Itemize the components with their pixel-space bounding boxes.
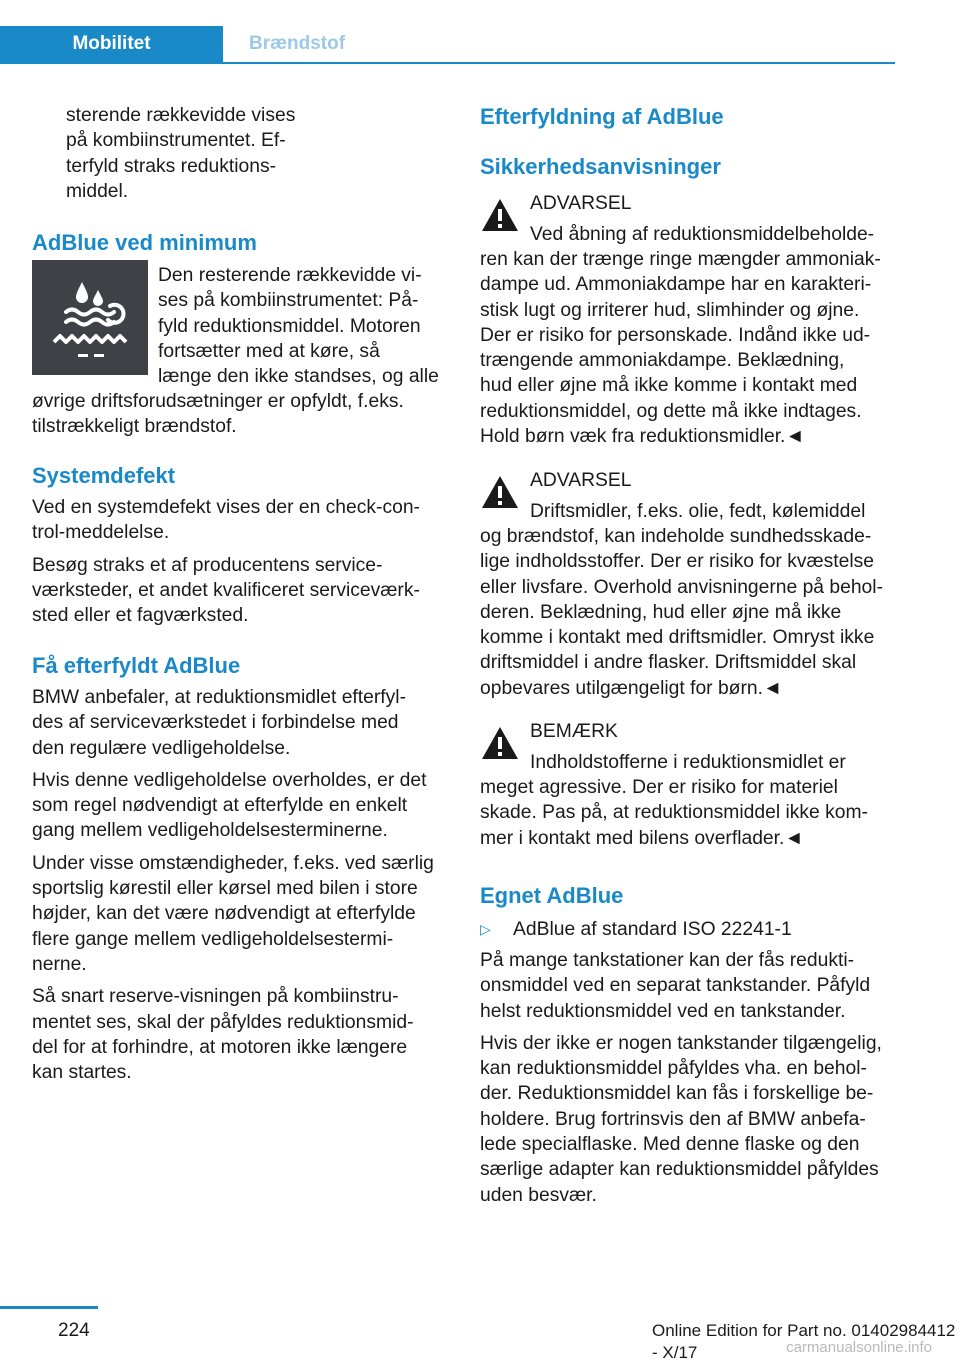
text-line: kan startes. xyxy=(32,1062,132,1084)
text-line: Besøg straks et af producentens service- xyxy=(32,554,383,576)
text-line: reduktionsmiddel, og dette må ikke indtages. xyxy=(480,400,862,422)
text-line: hud eller øjne må ikke komme i kontakt med xyxy=(480,375,858,397)
text-line: deren. Beklædning, hud eller øjne må ikke xyxy=(480,601,842,623)
warning1-first-lines xyxy=(530,222,900,247)
text-line: fyld reduktionsmiddel. Motoren xyxy=(158,315,421,337)
page-number: 224 xyxy=(58,1320,90,1341)
text-line: Ved en systemdefekt vises der en check-con- xyxy=(32,497,420,518)
text-line: flere gange mellem vedligeholdelsestermi- xyxy=(32,928,394,950)
text-line: Den resterende rækkevidde vi- xyxy=(158,265,422,286)
notice-triangle-icon xyxy=(480,725,520,761)
text-line: lige indholdsstoffer. Der er risiko for kvæstelse xyxy=(480,551,875,573)
text-line: trol-meddelelse. xyxy=(32,522,170,544)
text-line: driftsmiddel i andre flasker. Driftsmiddel skal xyxy=(480,652,857,674)
text-line: tilstrækkeligt brændstof. xyxy=(32,416,237,438)
text-line: Hvis der ikke er nogen tankstander tilgængelig, xyxy=(480,1032,882,1054)
text-line: opbevares utilgængeligt for børn.◄ xyxy=(480,677,783,699)
text-line: skade. Pas på, at reduktionsmiddel ikke kom- xyxy=(480,802,868,824)
warning2-text xyxy=(480,524,900,701)
heading-safety: Sikkerhedsanvisninger xyxy=(480,154,721,179)
adblue-minimum-text-cont xyxy=(32,389,452,440)
adblue-minimum-text xyxy=(158,263,453,389)
text-line: den regulære vedligeholdelse. xyxy=(32,737,291,759)
text-line: øvrige driftsforudsætninger er opfyldt, f.eks. xyxy=(32,391,404,412)
text-line: fortsætter med at køre, så xyxy=(158,340,380,362)
bullet-arrow-icon: ▷ xyxy=(480,921,491,937)
text-line: ren kan der trænge ringe mængder ammoniak- xyxy=(480,249,881,270)
text-line: meget agressive. Der er risiko for materiel xyxy=(480,777,838,798)
heading-suitable-adblue: Egnet AdBlue xyxy=(480,883,624,908)
text-line: mer i kontakt med bilens overflader.◄ xyxy=(480,827,804,849)
text-line: på kombiinstrumentet. Ef- xyxy=(66,130,286,152)
warning-triangle-icon xyxy=(480,474,520,510)
text-line: sportslig kørestil eller kørsel med bilen i store xyxy=(32,878,418,900)
warning2-title: ADVARSEL xyxy=(530,470,632,491)
tab-braendstof[interactable]: Brændstof xyxy=(248,33,346,54)
text-line: som regel nødvendigt at efterfylde en enkelt xyxy=(32,795,408,817)
notice-text xyxy=(480,775,900,851)
heading-refill-service: Få efterfyldt AdBlue xyxy=(32,653,241,678)
text-line: sterende rækkevidde vises xyxy=(66,105,296,126)
text-line: Under visse omstændigheder, f.eks. ved særlig xyxy=(32,852,434,874)
text-line: Hvis denne vedligeholdelse overholdes, er det xyxy=(32,769,427,791)
text-line: der. Reduktionsmiddel kan fås i forskellige be- xyxy=(480,1083,874,1105)
heading-refill-adblue: Efterfyldning af AdBlue xyxy=(480,104,724,129)
warning2-first-lines xyxy=(530,499,900,524)
text-line: onsmiddel ved en separat tankstander. Påfyld xyxy=(480,975,871,997)
watermark: carmanualsonline.info xyxy=(786,1339,932,1356)
text-line: længe den ikke standses, og alle xyxy=(158,366,439,388)
warning1-text xyxy=(480,247,900,449)
notice-first-lines xyxy=(530,750,900,775)
text-line: Der er risiko for personskade. Indånd ikke ud- xyxy=(480,324,871,346)
text-line: eller livsfare. Overhold anvisningerne på behol- xyxy=(480,576,883,598)
text-line: Så snart reserve-visningen på kombiinstru- xyxy=(32,986,399,1008)
text-line: mentet ses, skal der påfyldes reduktionsmid- xyxy=(32,1011,414,1033)
heading-system-fault: Systemdefekt xyxy=(32,463,176,488)
text-line: ses på kombiinstrumentet: På- xyxy=(158,290,419,312)
text-line: Indholdstofferne i reduktionsmidlet er xyxy=(530,752,846,773)
text-line: helst reduktionsmiddel ved en tankstander. xyxy=(480,1000,846,1022)
text-line: gang mellem vedligeholdelsesterminerne. xyxy=(32,820,388,842)
continued-paragraph xyxy=(66,103,326,204)
bullet-item xyxy=(480,917,900,942)
text-line: og brændstof, kan indeholde sundhedsskade- xyxy=(480,526,872,547)
text-line: Driftsmidler, f.eks. olie, fedt, kølemiddel xyxy=(530,501,866,522)
text-line: stisk lugt og irriterer hud, slimhinder og øjne. xyxy=(480,299,860,321)
text-line: Hold børn væk fra reduktionsmidler.◄ xyxy=(480,426,805,448)
refill-service-text xyxy=(32,685,457,1085)
adblue-indicator-icon xyxy=(32,260,148,375)
text-line: AdBlue af standard ISO 22241-1 xyxy=(513,919,792,940)
system-fault-text xyxy=(32,495,452,628)
text-line: nerne. xyxy=(32,953,87,975)
chapter-tabs xyxy=(0,26,895,64)
notice-title: BEMÆRK xyxy=(530,721,618,742)
text-line: uden besvær. xyxy=(480,1184,597,1206)
text-line: BMW anbefaler, at reduktionsmidlet efterfyl- xyxy=(32,687,406,708)
footer-rule xyxy=(0,1306,98,1309)
heading-adblue-minimum: AdBlue ved minimum xyxy=(32,230,257,255)
text-line: dampe ud. Ammoniakdampe har en karakteri- xyxy=(480,274,872,296)
edition-note: Online Edition for Part no. 01402984412 - X/17 xyxy=(652,1321,956,1362)
text-line: sted eller et fagværksted. xyxy=(32,605,249,627)
text-line: På mange tankstationer kan der fås redukti- xyxy=(480,950,855,971)
warning-triangle-icon xyxy=(480,197,520,233)
text-line: holdere. Brug fortrinsvis den af BMW anbefa- xyxy=(480,1108,866,1130)
text-line: komme i kontakt med driftsmidler. Omryst ikke xyxy=(480,627,875,649)
text-line: del for at forhindre, at motoren ikke længere xyxy=(32,1036,408,1058)
text-line: kan reduktionsmiddel påfyldes vha. en behol- xyxy=(480,1058,867,1080)
suitable-adblue-text xyxy=(480,948,900,1208)
text-line: højder, kan det være nødvendigt at efterfylde xyxy=(32,903,416,925)
text-line: des af serviceværkstedet i forbindelse med xyxy=(32,712,399,734)
warning1-title: ADVARSEL xyxy=(530,193,632,214)
text-line: middel. xyxy=(66,180,129,202)
text-line: trængende ammoniakdampe. Beklædning, xyxy=(480,350,845,372)
text-line: særlige adapter kan reduktionsmiddel påfyldes xyxy=(480,1159,879,1181)
text-line: terfyld straks reduktions- xyxy=(66,155,277,177)
text-line: værksteder, et andet kvalificeret serviceværk- xyxy=(32,579,420,601)
text-line: Ved åbning af reduktionsmiddelbeholde- xyxy=(530,224,875,245)
text-line: lede specialflaske. Med denne flaske og den xyxy=(480,1134,860,1156)
tab-mobilitet[interactable]: Mobilitet xyxy=(0,26,223,62)
